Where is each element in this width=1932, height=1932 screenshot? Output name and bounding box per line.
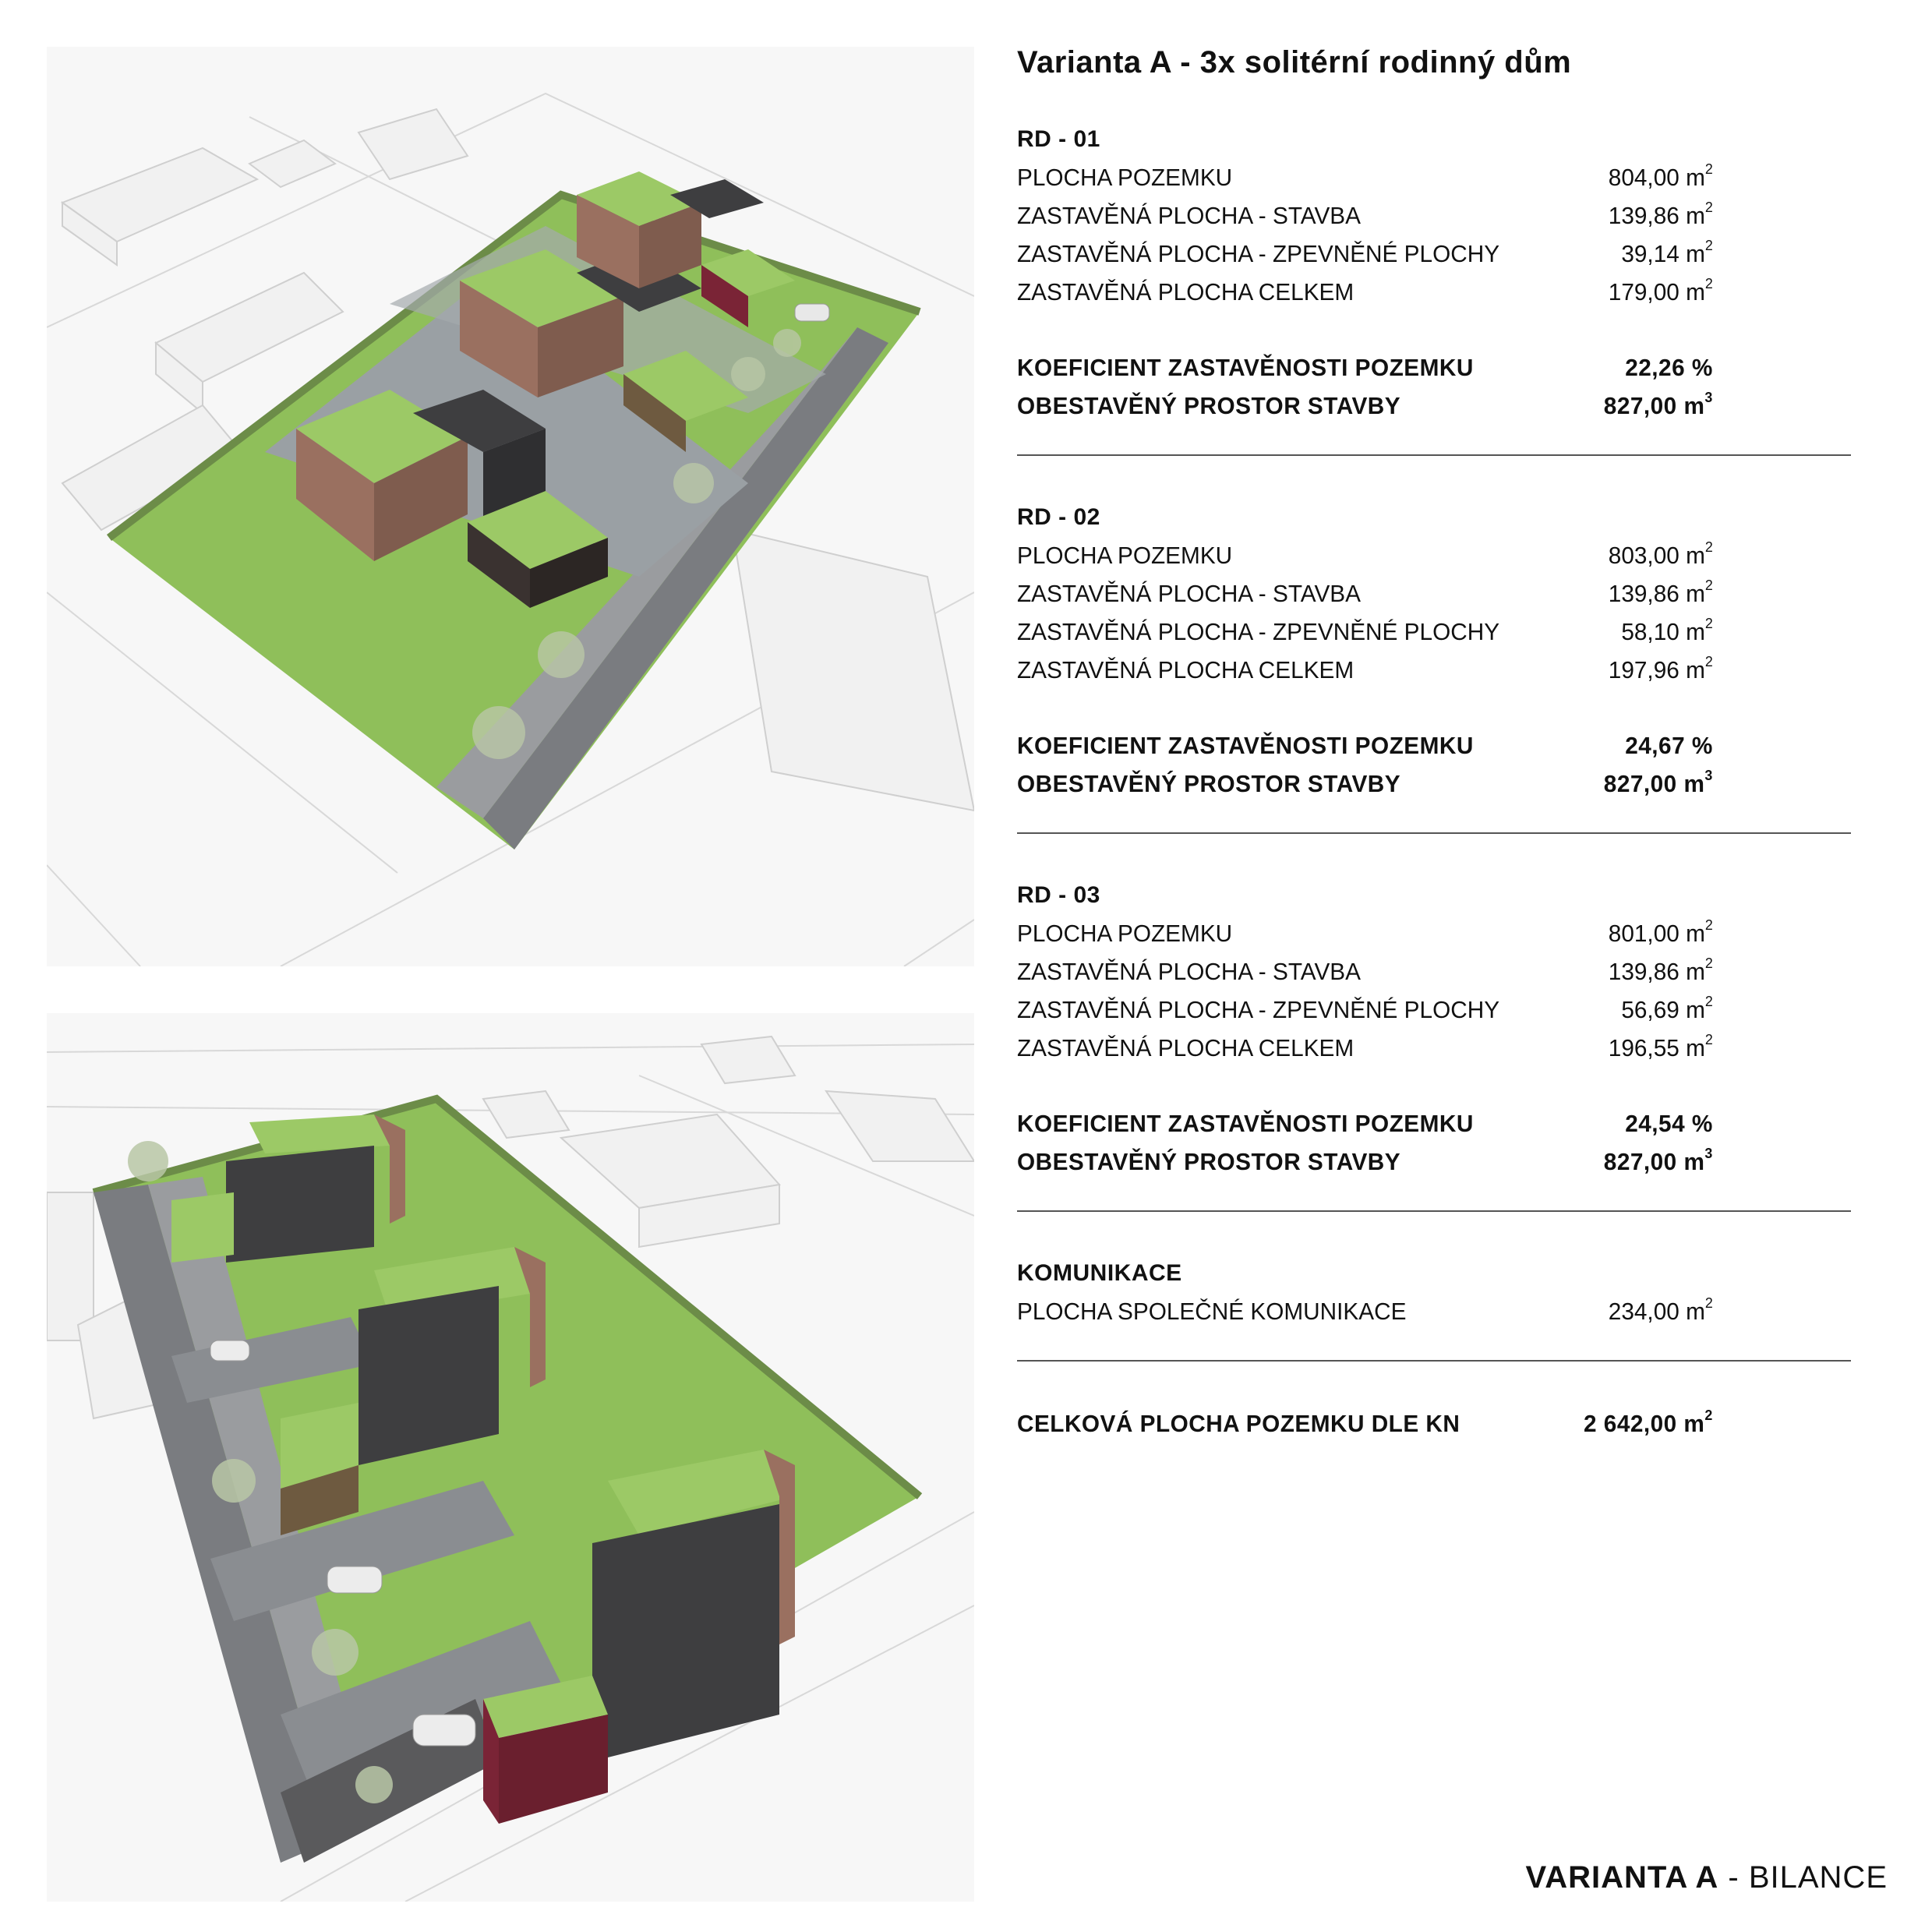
summary-row	[1017, 348, 1713, 387]
row-label: ZASTAVĚNÁ PLOCHA - ZPEVNĚNÉ PLOCHY	[1017, 618, 1500, 645]
row-label: PLOCHA POZEMKU	[1017, 542, 1233, 569]
divider	[1017, 1360, 1851, 1362]
row-value: 801,00 $m^2$	[1608, 916, 1713, 947]
summary-row	[1017, 1143, 1713, 1181]
footer-strong: VARIANTA A	[1525, 1860, 1719, 1895]
summary-row	[1017, 1104, 1713, 1143]
row-value: 2 642,00 $m^2$	[1584, 1406, 1713, 1437]
section-rd-03	[1017, 877, 1851, 1181]
table-row	[1017, 158, 1713, 196]
section-heading: RD - 03	[1017, 882, 1100, 908]
row-value: 827,00 $m^3$	[1603, 388, 1713, 419]
bilance-panel	[1017, 43, 1851, 1443]
row-label: PLOCHA POZEMKU	[1017, 164, 1233, 191]
table-row	[1017, 991, 1713, 1029]
row-label: KOEFICIENT ZASTAVĚNOSTI POZEMKU	[1017, 732, 1474, 759]
summary-row	[1017, 765, 1713, 803]
renders-column	[47, 47, 974, 1909]
divider	[1017, 454, 1851, 456]
row-value: 58,10 $m^2$	[1621, 614, 1713, 645]
document-title: Varianta A - 3x solitérní rodinný dům	[1017, 45, 1572, 79]
table-row	[1017, 196, 1713, 235]
row-value: 139,86 $m^2$	[1608, 198, 1713, 229]
table-row	[1017, 574, 1713, 613]
row-label: PLOCHA SPOLEČNÉ KOMUNIKACE	[1017, 1298, 1407, 1325]
row-label: OBESTAVĚNÝ PROSTOR STAVBY	[1017, 392, 1401, 419]
table-row	[1017, 1029, 1713, 1067]
row-label: ZASTAVĚNÁ PLOCHA CELKEM	[1017, 1034, 1355, 1061]
summary-row	[1017, 726, 1713, 765]
row-value: 234,00 $m^2$	[1608, 1294, 1713, 1325]
aerial-render-top	[47, 47, 974, 966]
footer-rest: - BILANCE	[1718, 1860, 1888, 1895]
row-value: 56,69 $m^2$	[1621, 992, 1713, 1023]
row-value: 196,55 $m^2$	[1608, 1030, 1713, 1061]
summary-row	[1017, 387, 1713, 425]
sheet-footer-title	[1526, 1858, 1888, 1897]
row-label: OBESTAVĚNÝ PROSTOR STAVBY	[1017, 770, 1401, 797]
divider	[1017, 832, 1851, 834]
row-label: ZASTAVĚNÁ PLOCHA - ZPEVNĚNÉ PLOCHY	[1017, 240, 1500, 267]
divider	[1017, 1210, 1851, 1212]
table-row	[1017, 1292, 1713, 1330]
total-row	[1017, 1404, 1713, 1443]
section-rd-01	[1017, 121, 1851, 425]
section-heading: KOMUNIKACE	[1017, 1260, 1182, 1286]
section-heading: RD - 02	[1017, 504, 1100, 530]
table-row	[1017, 613, 1713, 651]
table-row	[1017, 651, 1713, 689]
aerial-render-top-image	[47, 47, 974, 966]
row-label: ZASTAVĚNÁ PLOCHA - ZPEVNĚNÉ PLOCHY	[1017, 996, 1500, 1023]
row-value: 139,86 $m^2$	[1608, 576, 1713, 607]
table-row	[1017, 235, 1713, 273]
row-label: ZASTAVĚNÁ PLOCHA - STAVBA	[1017, 580, 1361, 607]
row-value: 24,54 %	[1625, 1110, 1713, 1137]
section-komunikace	[1017, 1255, 1851, 1330]
row-label: KOEFICIENT ZASTAVĚNOSTI POZEMKU	[1017, 354, 1474, 381]
aerial-render-bottom	[47, 1013, 974, 1902]
row-value: 24,67 %	[1625, 732, 1713, 759]
row-value: 22,26 %	[1625, 354, 1713, 381]
row-label: ZASTAVĚNÁ PLOCHA - STAVBA	[1017, 958, 1361, 985]
section-total	[1017, 1404, 1851, 1443]
row-label: ZASTAVĚNÁ PLOCHA - STAVBA	[1017, 202, 1361, 229]
row-value: 197,96 $m^2$	[1608, 652, 1713, 683]
row-value: 803,00 $m^2$	[1608, 538, 1713, 569]
row-value: 804,00 $m^2$	[1608, 160, 1713, 191]
row-value: 39,14 $m^2$	[1621, 236, 1713, 267]
row-value: 179,00 $m^2$	[1608, 274, 1713, 306]
table-row	[1017, 914, 1713, 952]
row-label: OBESTAVĚNÝ PROSTOR STAVBY	[1017, 1148, 1401, 1175]
row-value: 827,00 $m^3$	[1603, 1144, 1713, 1175]
row-label: ZASTAVĚNÁ PLOCHA CELKEM	[1017, 656, 1355, 683]
row-label: PLOCHA POZEMKU	[1017, 920, 1233, 947]
row-label: ZASTAVĚNÁ PLOCHA CELKEM	[1017, 278, 1355, 306]
row-label: CELKOVÁ PLOCHA POZEMKU DLE KN	[1017, 1410, 1460, 1437]
section-rd-02	[1017, 499, 1851, 803]
row-value: 827,00 $m^3$	[1603, 766, 1713, 797]
table-row	[1017, 273, 1713, 311]
row-value: 139,86 $m^2$	[1608, 954, 1713, 985]
section-heading: RD - 01	[1017, 126, 1100, 152]
table-row	[1017, 536, 1713, 574]
row-label: KOEFICIENT ZASTAVĚNOSTI POZEMKU	[1017, 1110, 1474, 1137]
table-row	[1017, 952, 1713, 991]
aerial-render-bottom-image	[47, 1013, 974, 1902]
